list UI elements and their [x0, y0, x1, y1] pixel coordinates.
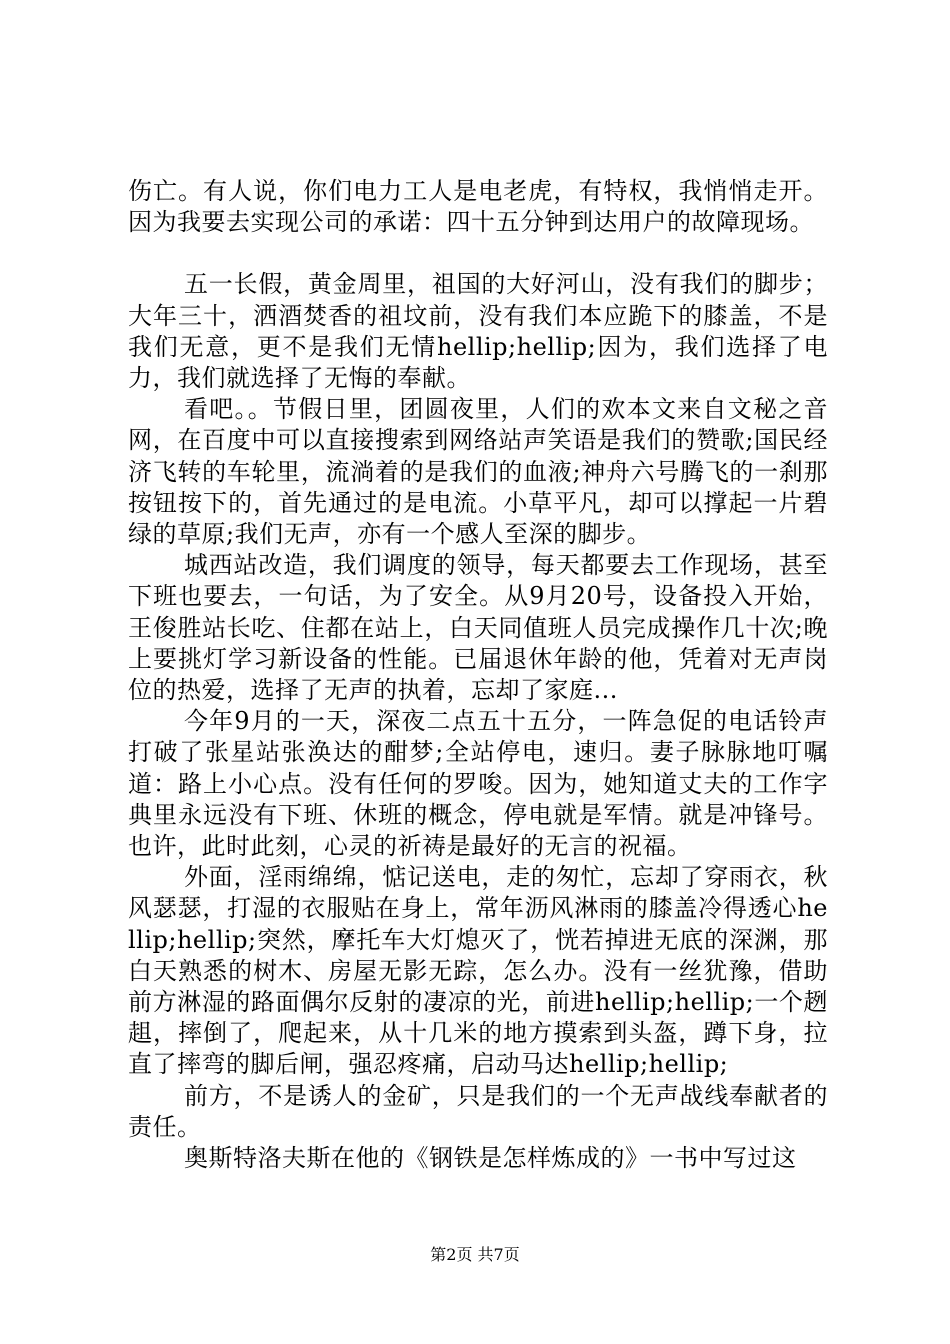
paragraph-7: 前方，不是诱人的金矿，只是我们的一个无声战线奉献者的责任。	[128, 1081, 828, 1141]
paragraph-6: 外面，淫雨绵绵，惦记送电，走的匆忙，忘却了穿雨衣，秋风瑟瑟，打湿的衣服贴在身上，常年沥风淋雨的膝盖冷得透心hellip;hellip;突然，摩托车大灯熄灭了，恍若掉进无底的深渊，那白天熟悉的树木、房屋无影无踪，怎么办。没有一丝犹豫，借助前方淋湿的路面偶尔反射的凄凉的光，前进hellip;hellip;一个趔趄，摔倒了，爬起来，从十几米的地方摸索到头盔，蹲下身，拉直了摔弯的脚后闸，强忍疼痛，启动马达hellip;hellip;	[128, 863, 828, 1079]
document-body	[128, 176, 828, 1174]
page-number-footer: 第2页 共7页	[430, 1245, 520, 1264]
paragraph-1: 伤亡。有人说，你们电力工人是电老虎，有特权，我悄悄走开。因为我要去实现公司的承诺：四十五分钟到达用户的故障现场。	[128, 177, 828, 237]
paragraph-8: 奥斯特洛夫斯在他的《钢铁是怎样炼成的》一书中写过这	[184, 1144, 797, 1173]
paragraph-4: 城西站改造，我们调度的领导，每天都要去工作现场，甚至下班也要去，一句话，为了安全。从9月20号，设备投入开始，王俊胜站长吃、住都在站上，白天同值班人员完成操作几十次;晚上要挑灯学习新设备的性能。已届退休年龄的他，凭着对无声岗位的热爱，选择了无声的执着，忘却了家庭...	[128, 551, 828, 705]
paragraph-3: 看吧。。节假日里，团圆夜里，人们的欢本文来自文秘之音网，在百度中可以直接搜索到网络站声笑语是我们的赞歌;国民经济飞转的车轮里，流淌着的是我们的血液;神舟六号腾飞的一刹那按钮按下的，首先通过的是电流。小草平凡，却可以撑起一片碧绿的草原;我们无声，亦有一个感人至深的脚步。	[128, 395, 828, 549]
paragraph-gap	[128, 238, 828, 269]
paragraph-5: 今年9月的一天，深夜二点五十五分，一阵急促的电话铃声打破了张星站张涣达的酣梦;全站停电，速归。妻子脉脉地叮嘱道：路上小心点。没有任何的罗唆。因为，她知道丈夫的工作字典里永远没有下班、休班的概念，停电就是军情。就是冲锋号。也许，此时此刻，心灵的祈祷是最好的无言的祝福。	[128, 707, 828, 861]
paragraph-2: 五一长假，黄金周里，祖国的大好河山，没有我们的脚步；大年三十，洒酒焚香的祖坟前，没有我们本应跪下的膝盖，不是我们无意，更不是我们无情hellip;hellip;因为，我们选择了电力，我们就选择了无悔的奉献。	[128, 270, 828, 393]
